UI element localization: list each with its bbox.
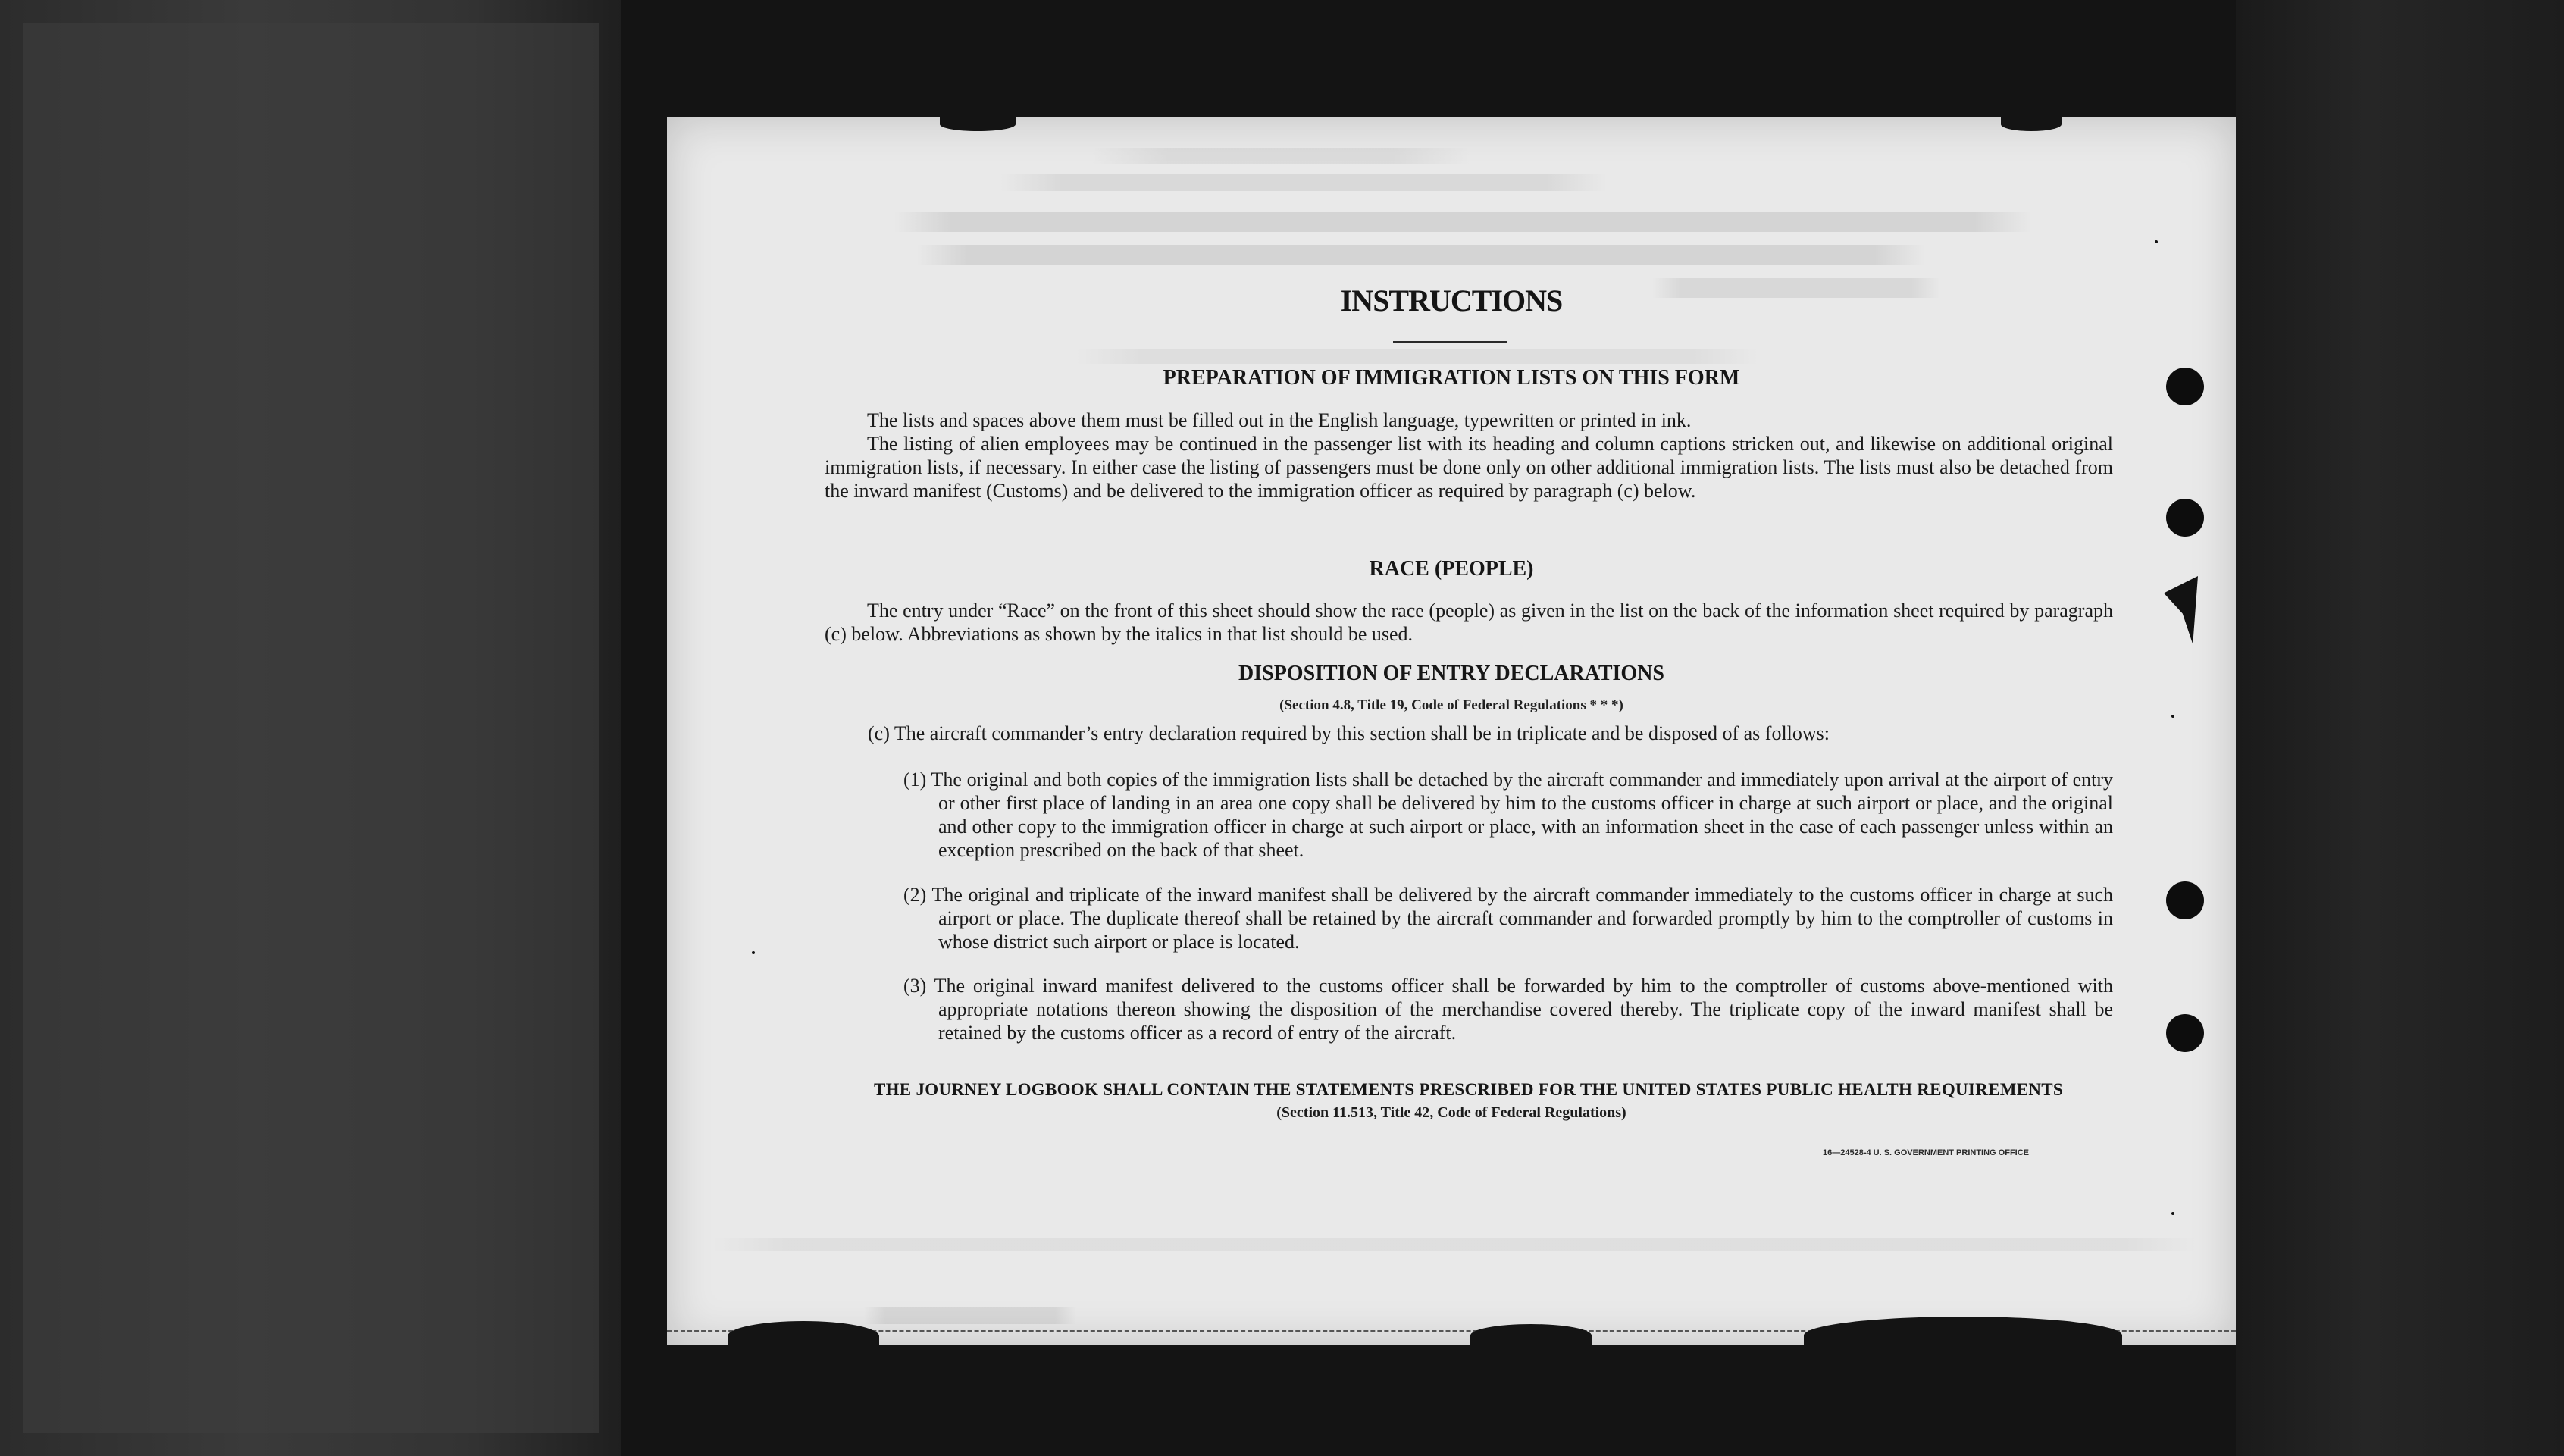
punch-hole xyxy=(2166,499,2204,537)
speck xyxy=(752,951,755,954)
preparation-paragraph-2: The listing of alien employees may be continued in the passenger list with its heading and column captions stricken out, and likewise on additional original immigration lists, if necessary. In either case the listing of passengers must be done only on other additional immigration lists. The lists must also be detached from the inward manifest (Customs) and be delivered to the immigration officer as required by paragraph (c) below. xyxy=(825,433,2113,502)
speck xyxy=(2171,1212,2174,1215)
race-paragraph: The entry under “Race” on the front of this sheet should show the race (people) as given in the list on the back of the information sheet required by paragraph (c) below. Abbreviations as shown by the italics in that list should be used. xyxy=(825,600,2113,645)
journey-logbook-statement: THE JOURNEY LOGBOOK SHALL CONTAIN THE STATEMENTS PRESCRIBED FOR THE UNITED STATES PUBLIC HEALTH REQUIREMENTS xyxy=(873,1080,2064,1099)
page-title: INSTRUCTIONS xyxy=(1340,283,1563,318)
punch-hole xyxy=(2166,1014,2204,1052)
race-heading: RACE (PEOPLE) xyxy=(1369,557,1534,581)
disposition-item-3: (3) The original inward manifest delivered to the customs officer shall be forwarded by him to the comptroller of customs above-mentioned with appropriate notations thereon showing the disposition of the merchandise covered thereby. The triplicate copy of the inward manifest shall be retained by the customs officer as a record of entry of the aircraft. xyxy=(903,975,2113,1044)
torn-notch xyxy=(2001,117,2062,131)
bleed-through-line xyxy=(1000,174,1607,191)
speck xyxy=(2155,240,2158,243)
disposition-item-2: (2) The original and triplicate of the inward manifest shall be delivered by the aircraft commander immediately to the customs officer in charge at such airport or place. The duplicate thereof shall be retained by the aircraft commander and forwarded promptly by him to the comptroller of customs in whose district such airport or place is located. xyxy=(903,884,2113,953)
torn-edge xyxy=(1470,1324,1592,1345)
disposition-item-1: (1) The original and both copies of the immigration lists shall be detached by the aircraft commander and immediately upon arrival at the airport of entry or other first place of landing in an area one copy shall be delivered by him to the customs officer in charge at such airport or place, and the original and other copy to the immigration officer in charge at such airport or place, with an information sheet in the case of each passenger unless within an exception prescribed on the back of that sheet. xyxy=(903,769,2113,861)
adjacent-page-shadow xyxy=(23,23,599,1433)
bleed-through-line xyxy=(712,1238,2198,1251)
torn-notch xyxy=(940,117,1016,131)
torn-edge xyxy=(1804,1317,2122,1345)
disposition-heading: DISPOSITION OF ENTRY DECLARATIONS xyxy=(1238,662,1664,685)
torn-edge xyxy=(728,1321,879,1345)
document-page xyxy=(667,117,2236,1345)
paragraph-c: (c) The aircraft commander’s entry declaration required by this section shall be in triplicate and be disposed of as follows: xyxy=(868,722,1830,744)
bleed-through-line xyxy=(894,212,2031,232)
speck xyxy=(2171,715,2174,718)
scan-background-left xyxy=(0,0,621,1456)
title-rule xyxy=(1393,341,1507,343)
scan-background-right xyxy=(2236,0,2564,1456)
disposition-subheading: (Section 4.8, Title 19, Code of Federal Regulations * * *) xyxy=(1279,697,1623,713)
punch-hole xyxy=(2166,881,2204,919)
bleed-through-line xyxy=(1091,148,1470,164)
preparation-paragraph-1: The lists and spaces above them must be filled out in the English language, typewritten or printed in ink. xyxy=(867,409,1692,431)
bleed-through-line xyxy=(917,245,1925,265)
preparation-heading: PREPARATION OF IMMIGRATION LISTS ON THIS FORM xyxy=(1163,366,1740,390)
bleed-through-line xyxy=(864,1307,1076,1324)
bleed-through-line xyxy=(1076,349,1758,364)
journey-logbook-subheading: (Section 11.513, Title 42, Code of Federal Regulations) xyxy=(1276,1104,1626,1121)
print-code: 16—24528-4 U. S. GOVERNMENT PRINTING OFFICE xyxy=(1823,1148,2030,1157)
torn-hole xyxy=(2164,576,2198,644)
